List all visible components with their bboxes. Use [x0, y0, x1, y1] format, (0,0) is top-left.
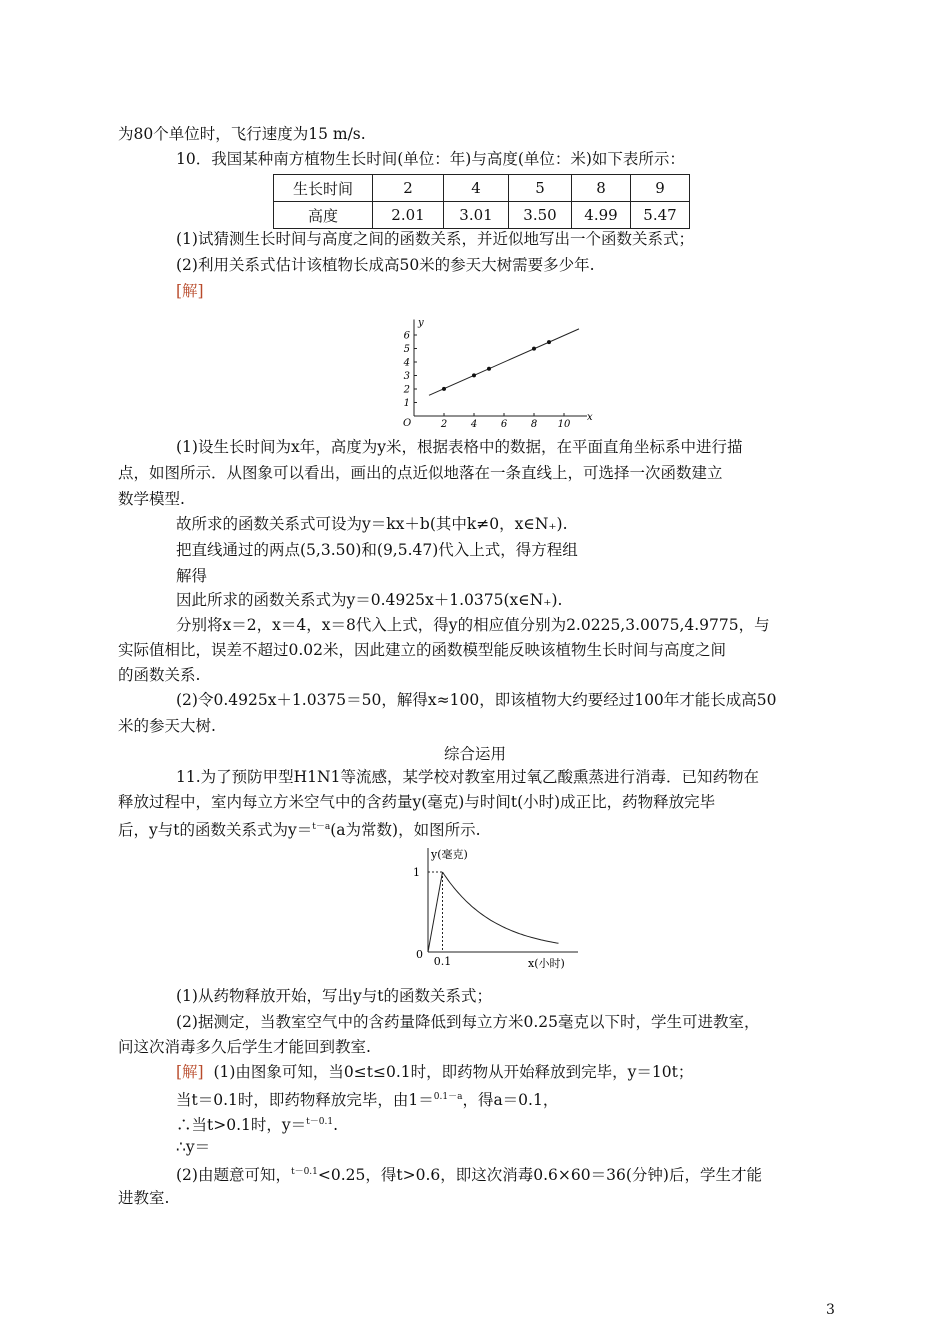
text-line [118, 817, 481, 840]
text-line [176, 1162, 762, 1185]
text-fragment: 后，y与t的函数关系式为y＝ [118, 821, 313, 839]
data-point [487, 367, 491, 371]
scatter-chart [392, 312, 592, 430]
fit-line [429, 329, 579, 395]
text-fragment: <0.25，得t>0.6，即这次消毒0.6×60＝36(分钟)后，学生才能 [317, 1166, 762, 1184]
text-fragment: (1)由图象可知，当0≤t≤0.1时，即药物从开始释放到完毕，y＝10t； [213, 1063, 694, 1081]
x-tick-label: 4 [470, 419, 478, 430]
data-point [472, 373, 476, 377]
text-fragment: . [333, 1116, 338, 1134]
text-line: 释放过程中，室内每立方米空气中的含药量y(毫克)与时间t(小时)成正比，药物释放完毕 [118, 793, 716, 811]
y-tick-label: 1 [403, 398, 410, 409]
table-cell: 生长时间 [274, 175, 373, 202]
question-1: (1)试猜测生长时间与高度之间的函数关系，并近似地写出一个函数关系式； [176, 230, 694, 248]
data-point [532, 347, 536, 351]
text-line: (2)令0.4925x＋1.0375＝50，解得x≈100，即该植物大约要经过100年才能长成高50 [176, 691, 777, 709]
exponent: 0.1－a [433, 1092, 463, 1102]
x-tick-label: 6 [500, 419, 508, 430]
x-tick-label: 0.1 [433, 955, 452, 968]
table-row [274, 202, 690, 229]
text-line: ∴y＝ [176, 1138, 211, 1156]
y-tick-label: 3 [403, 371, 410, 382]
text-fragment: (2)由题意可知， [176, 1166, 291, 1184]
problem-11-statement: 11.为了预防甲型H1N1等流感，某学校对教室用过氧乙酸熏蒸进行消毒．已知药物在 [176, 768, 759, 786]
solution-line [176, 1062, 693, 1082]
growth-table [273, 174, 690, 229]
table-cell: 2.01 [373, 202, 444, 229]
question-1: (1)从药物释放开始，写出y与t的函数关系式； [176, 987, 492, 1005]
table-cell: 4 [444, 175, 509, 202]
text-line: (1)设生长时间为x年，高度为y米，根据表格中的数据，在平面直角坐标系中进行描 [176, 438, 743, 456]
question-2: (2)利用关系式估计该植物长成高50米的参天大树需要多少年. [176, 256, 595, 274]
solution-label: [解] [176, 282, 204, 300]
text-line: 为80个单位时，飞行速度为15 m/s. [118, 125, 366, 143]
x-axis-label: x [587, 412, 593, 423]
y-tick-label: 1 [413, 866, 420, 879]
chart-marks [429, 329, 579, 395]
data-point [442, 387, 446, 391]
y-tick-label: 5 [403, 344, 410, 355]
chart-axes [413, 847, 578, 970]
problem-10-statement: 10．我国某种南方植物生长时间(单位：年)与高度(单位：米)如下表所示： [176, 150, 685, 168]
exponent: t－0.1 [290, 1167, 318, 1177]
text-line: 的函数关系. [118, 666, 201, 684]
text-line [176, 1087, 558, 1110]
table-cell: 3.50 [509, 202, 572, 229]
x-axis-label: x(小时) [528, 957, 565, 970]
solution-label: [解] [176, 1063, 204, 1081]
text-fragment: ∴当t>0.1时，y＝ [176, 1116, 307, 1134]
text-line: 因此所求的函数关系式为y＝0.4925x＋1.0375(x∈N₊). [176, 591, 563, 609]
table-cell: 5 [509, 175, 572, 202]
section-heading: 综合运用 [443, 745, 506, 763]
text-line: 米的参天大树. [118, 717, 216, 735]
y-tick-label: 6 [403, 330, 410, 342]
text-line [176, 1112, 338, 1135]
table-cell: 8 [572, 175, 631, 202]
chart-axes [403, 318, 593, 431]
text-line: 把直线通过的两点(5,3.50)和(9,5.47)代入上式，得方程组 [176, 541, 578, 559]
text-line: 进教室. [118, 1189, 170, 1207]
x-tick-label: 10 [557, 419, 571, 430]
table-cell: 高度 [274, 202, 373, 229]
concentration-chart [408, 844, 580, 976]
table-cell: 4.99 [572, 202, 631, 229]
y-tick-label: 4 [403, 357, 410, 369]
table-row [274, 175, 690, 202]
question-2: (2)据测定，当教室空气中的含药量降低到每立方米0.25毫克以下时，学生可进教室， [176, 1013, 760, 1031]
text-fragment: (a为常数)，如图所示. [330, 821, 481, 839]
release-segment [428, 872, 443, 952]
text-line: 分别将x＝2，x＝4，x＝8代入上式，得y的相应值分别为2.0225,3.0075,4.9775，与 [176, 616, 770, 634]
y-axis-label: y [418, 317, 424, 329]
origin-label: O [403, 418, 412, 429]
text-fragment: ，得a＝0.1， [462, 1091, 559, 1109]
text-line: 解得 [176, 567, 208, 585]
exponent: t－a [312, 822, 331, 832]
table-cell: 9 [631, 175, 690, 202]
table-cell: 2 [373, 175, 444, 202]
y-tick-label: 2 [403, 384, 410, 396]
table-cell: 3.01 [444, 202, 509, 229]
x-tick-label: 8 [530, 419, 538, 430]
x-tick-label: 2 [440, 419, 448, 430]
text-line: 点，如图所示．从图象可以看出，画出的点近似地落在一条直线上，可选择一次函数建立 [118, 464, 723, 482]
data-point [547, 340, 551, 344]
decay-curve [443, 872, 559, 943]
page-number: 3 [826, 1302, 835, 1318]
chart-marks [428, 872, 559, 952]
text-line: 问这次消毒多久后学生才能回到教室. [118, 1038, 371, 1056]
text-line: 数学模型. [118, 490, 185, 508]
text-line: 实际值相比，误差不超过0.02米，因此建立的函数模型能反映该植物生长时间与高度之间 [118, 641, 727, 659]
y-axis-label: y(毫克) [431, 848, 468, 861]
text-line: 故所求的函数关系式可设为y＝kx＋b(其中k≠0，x∈N₊). [176, 515, 568, 533]
exponent: t－0.1 [306, 1117, 334, 1127]
origin-label: 0 [416, 948, 423, 961]
text-fragment: 当t＝0.1时，即药物释放完毕，由1＝ [176, 1091, 434, 1109]
table-cell: 5.47 [631, 202, 690, 229]
